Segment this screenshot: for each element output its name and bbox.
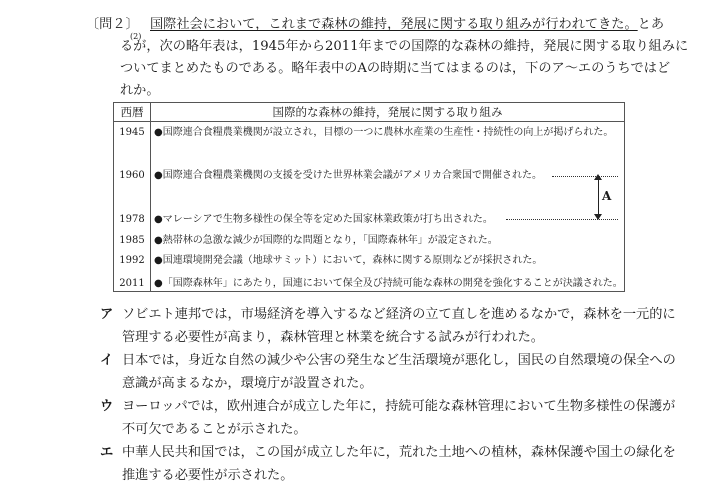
- arrow-up-icon: [594, 174, 602, 180]
- question-subnumber: (2): [130, 32, 142, 41]
- option-key: エ: [100, 445, 114, 460]
- timeline-row: [114, 168, 624, 184]
- row-text: ●熱帯林の急激な減少が国際的な問題となり，「国際森林年」が設定された。: [154, 235, 498, 246]
- line1-tail: とあ: [637, 17, 665, 32]
- timeline-row: [114, 233, 624, 249]
- timeline-row: [114, 276, 624, 292]
- row-text: ●「国際森林年」にあたり，国連において保全及び持続可能な森林の開発を強化することが決議された。: [154, 278, 623, 289]
- underlined-statement: 国際社会において，これまで森林の維持，発展に関する取り組みが行われてきた。: [150, 17, 638, 32]
- row-year: 1960: [119, 170, 145, 181]
- option-a[interactable]: [100, 303, 676, 349]
- question-line-3: ついてまとめたものである。略年表中のAの時期に当てはまるのは，下のア〜エのうちではど: [120, 61, 671, 76]
- row-year: 1992: [119, 255, 145, 266]
- option-key: ア: [100, 307, 114, 322]
- option-e[interactable]: [100, 441, 676, 487]
- row-year: 1985: [119, 235, 145, 246]
- question-intro: [86, 14, 689, 102]
- row-text: ●国連環境開発会議（地球サミット）において，森林に関する原則などが採択された。: [154, 255, 543, 266]
- timeline-row: [114, 125, 624, 141]
- answer-options: [100, 303, 676, 487]
- range-bar: [598, 176, 599, 219]
- option-text: 日本では，身近な自然の減少や公害の発生など生活環境が悪化し，国民の自然環境の保全への: [122, 353, 676, 368]
- row-year: 2011: [119, 278, 145, 289]
- row-year: 1978: [119, 214, 145, 225]
- option-key: イ: [100, 353, 114, 368]
- timeline-row: [114, 253, 624, 269]
- arrow-down-icon: [594, 214, 602, 220]
- option-i[interactable]: [100, 349, 676, 395]
- question-line-4: れか。: [120, 83, 160, 98]
- question-line-1: [86, 14, 665, 41]
- row-text: ●国際連合食糧農業機関の支援を受けた世界林業会議がアメリカ合衆国で開催された。: [154, 170, 543, 181]
- option-text: ヨーロッパでは，欧州連合が成立した年に，持続可能な森林管理において生物多様性の保護が: [122, 399, 676, 414]
- option-key: ウ: [100, 399, 114, 414]
- option-text: 中華人民共和国では，この国が成立した年に，荒れた土地への植林，森林保護や国土の緑化を: [122, 445, 676, 460]
- header-year: 西暦: [120, 105, 144, 119]
- option-text: ソビエト連邦では，市場経済を導入するなど経済の立て直しを進めるなかで，森林を一元的に: [122, 307, 676, 322]
- row-year: 1945: [119, 127, 145, 138]
- option-u[interactable]: [100, 395, 676, 441]
- timeline-row: [114, 212, 624, 228]
- question-number: 〔問２〕: [86, 17, 139, 32]
- row-text: ●マレーシアで生物多様性の保全等を定めた国家林業政策が打ち出された。: [154, 214, 493, 225]
- range-label-a: A: [602, 189, 612, 203]
- question-line-2: るが，次の略年表は，1945年から2011年までの国際的な森林の維持，発展に関する取り組みに: [120, 39, 689, 54]
- timeline-header: [114, 103, 624, 122]
- option-text: 不可欠であることが示された。: [122, 422, 307, 437]
- header-title: 国際的な森林の維持，発展に関する取り組み: [272, 105, 503, 119]
- option-text: 意識が高まるなか，環境庁が設置された。: [122, 376, 373, 391]
- range-start-dotted-line: [552, 176, 618, 177]
- row-text: ●国際連合食糧農業機関が設立され，目標の一つに農林水産業の生産性・持続性の向上が掲げられた。: [154, 127, 614, 138]
- option-text: 管理する必要性が高まり，森林管理と林業を統合する試みが行われた。: [122, 330, 544, 345]
- option-text: 推進する必要性が示された。: [122, 468, 294, 483]
- timeline-table: [113, 102, 625, 292]
